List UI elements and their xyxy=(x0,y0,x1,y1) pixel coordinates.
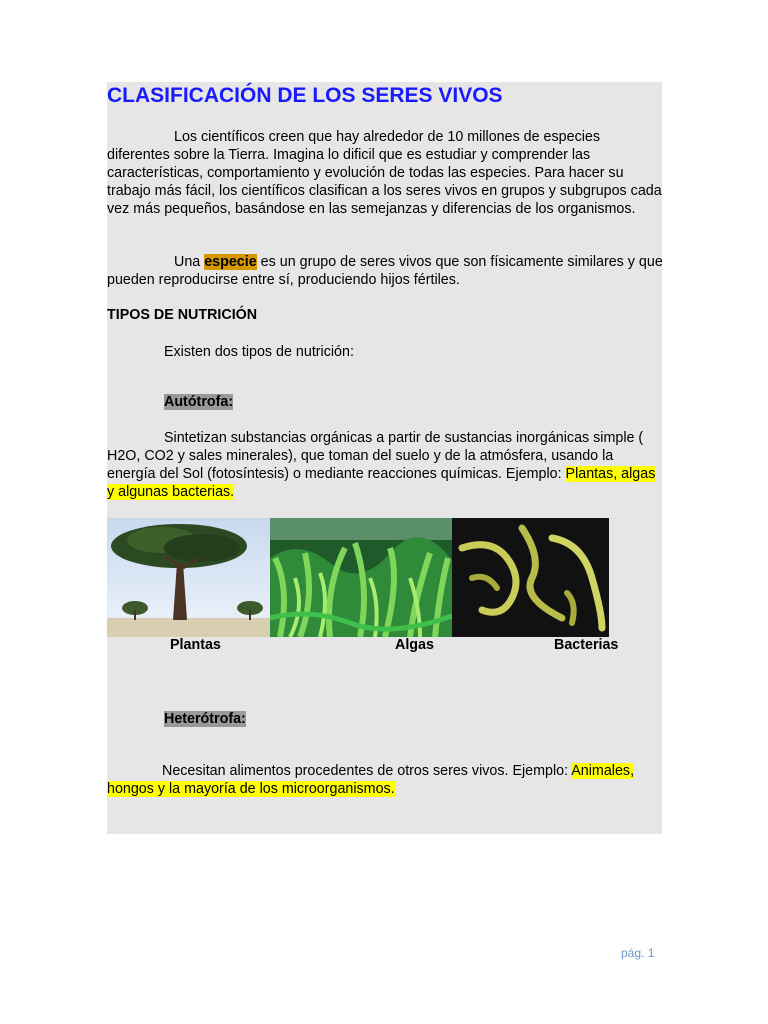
species-rest: es un grupo de seres vivos que son físicamente similares y que pueden reproducirse entre sí, produciendo hijos fértiles. xyxy=(107,254,663,288)
bacteria-photo xyxy=(452,518,609,637)
heterotrofa-paragraph xyxy=(107,762,663,798)
caption-plantas: Plantas xyxy=(170,637,221,653)
autotrofa-paragraph xyxy=(107,429,663,501)
autotrofa-label: Autótrofa: xyxy=(164,394,234,410)
autotrofa-label-line xyxy=(164,394,233,410)
caption-bacterias: Bacterias xyxy=(554,637,619,653)
nutrition-heading: TIPOS DE NUTRICIÓN xyxy=(107,307,258,323)
page-title: CLASIFICACIÓN DE LOS SERES VIVOS xyxy=(107,84,503,107)
species-paragraph xyxy=(107,253,663,289)
intro-text: Los científicos creen que hay alrededor de 10 millones de especies diferentes sobre la Tierra. Imagina lo dificil que es estudiar y comprender las características, comportamiento y evolución de todas las especies. Para hacer su trabajo más fácil, los científicos clasifican a los seres vivos en grupos y subgrupos cada vez más pequeños, basándose en las semejanzas y diferencias de los organismos. xyxy=(107,129,662,217)
tree-photo xyxy=(107,518,270,637)
heterotrofa-text: Necesitan alimentos procedentes de otros seres vivos. Ejemplo: xyxy=(162,763,569,779)
species-prefix: Una xyxy=(174,254,201,270)
intro-paragraph xyxy=(107,128,663,218)
autotrofa-text: Sintetizan substancias orgánicas a partir de sustancias inorgánicas simple ( H2O, CO2 y sales minerales), que toman del suelo y de la atmósfera, usando la energía del Sol (fotosíntesis) o mediante reacciones químicas. Ejemplo: xyxy=(107,430,644,482)
autotrofa-example: Plantas, algas y algunas bacterias. xyxy=(107,466,656,500)
species-term: especie xyxy=(204,254,257,270)
algae-photo xyxy=(270,518,452,637)
nutrition-intro: Existen dos tipos de nutrición: xyxy=(164,344,354,360)
caption-algas: Algas xyxy=(395,637,434,653)
heterotrofa-label-line xyxy=(164,711,246,727)
page-number: pág. 1 xyxy=(621,946,655,960)
heterotrofa-label: Heterótrofa: xyxy=(164,711,246,727)
heterotrofa-example: Animales, hongos y la mayoría de los microorganismos. xyxy=(107,763,635,797)
